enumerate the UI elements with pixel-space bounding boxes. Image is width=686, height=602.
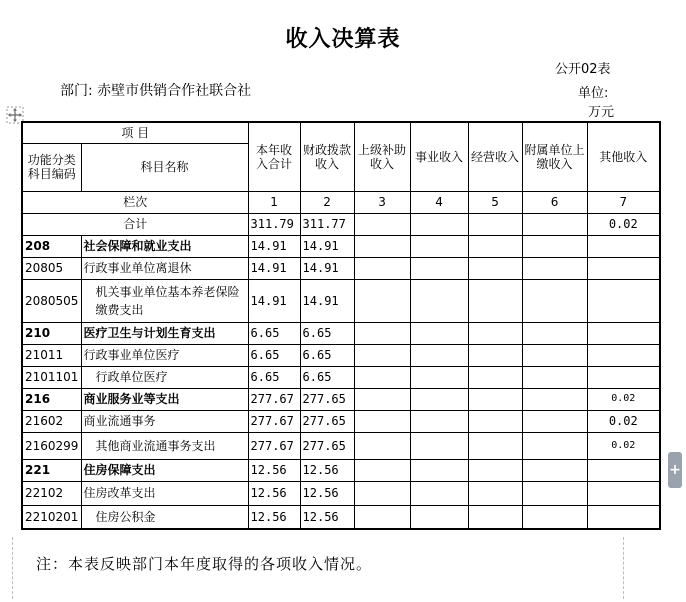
- row-v2: 277.65: [300, 388, 354, 410]
- row-v1: 6.65: [248, 344, 300, 366]
- header-lanci: 栏次: [22, 191, 248, 213]
- header-col-3: 上级补助收入: [354, 122, 410, 191]
- row-v1: 14.91: [248, 235, 300, 257]
- row-code: 22102: [22, 481, 81, 505]
- row-v2: 12.56: [300, 459, 354, 481]
- row-v1: 277.67: [248, 432, 300, 459]
- unit-label: 单位:: [578, 86, 609, 101]
- page-title: 收入决算表: [285, 27, 401, 52]
- row-v2: 6.65: [300, 366, 354, 388]
- row-v2: 12.56: [300, 481, 354, 505]
- table-row: [22, 322, 660, 344]
- table-row: [22, 481, 660, 505]
- row-name: 住房公积金: [81, 505, 248, 529]
- row-v2: 277.65: [300, 432, 354, 459]
- table-row: [22, 366, 660, 388]
- row-name: 行政事业单位离退休: [81, 257, 248, 279]
- row-name: 社会保障和就业支出: [81, 235, 248, 257]
- form-number: 公开02表: [555, 62, 611, 77]
- row-v1: 277.67: [248, 410, 300, 432]
- row-name: 住房保障支出: [81, 459, 248, 481]
- row-name: 行政事业单位医疗: [81, 344, 248, 366]
- department-label: 部门: 赤壁市供销合作社联合社: [60, 83, 252, 99]
- row-v7: 0.02: [587, 388, 660, 410]
- col-num-3: 3: [354, 191, 410, 213]
- row-v1: 12.56: [248, 481, 300, 505]
- header-col-2: 财政拨款收入: [300, 122, 354, 191]
- row-v2: 6.65: [300, 322, 354, 344]
- row-v1: 14.91: [248, 257, 300, 279]
- row-code: 20805: [22, 257, 81, 279]
- col-num-7: 7: [587, 191, 660, 213]
- col-num-6: 6: [522, 191, 587, 213]
- row-code: 21011: [22, 344, 81, 366]
- col-num-4: 4: [410, 191, 468, 213]
- header-col-1: 本年收入合计: [248, 122, 300, 191]
- row-v2: 6.65: [300, 344, 354, 366]
- row-v1: 6.65: [248, 366, 300, 388]
- plus-icon[interactable]: +: [668, 452, 682, 488]
- row-v1: 14.91: [248, 279, 300, 322]
- col-num-1: 1: [248, 191, 300, 213]
- total-label: 合计: [22, 213, 248, 235]
- table-row: [22, 459, 660, 481]
- row-code: 2080505: [22, 279, 81, 322]
- income-final-accounts-table: [21, 121, 661, 530]
- row-code: 2160299: [22, 432, 81, 459]
- row-name: 住房改革支出: [81, 481, 248, 505]
- row-v1: 6.65: [248, 322, 300, 344]
- row-code: 221: [22, 459, 81, 481]
- header-col-6: 附属单位上缴收入: [522, 122, 587, 191]
- table-row: [22, 279, 660, 322]
- unit-value: 万元: [588, 105, 615, 120]
- row-name: 机关事业单位基本养老保险缴费支出: [81, 279, 248, 322]
- header-xiangmu: 项 目: [22, 122, 248, 143]
- table-row: [22, 410, 660, 432]
- table-note: 注：本表反映部门本年度取得的各项收入情况。: [36, 555, 373, 573]
- row-code: 21602: [22, 410, 81, 432]
- row-name: 其他商业流通事务支出: [81, 432, 248, 459]
- row-v2: 14.91: [300, 235, 354, 257]
- row-v1: 12.56: [248, 459, 300, 481]
- row-v7: 0.02: [587, 432, 660, 459]
- total-v2: 311.77: [300, 213, 354, 235]
- header-col-5: 经营收入: [468, 122, 522, 191]
- col-num-5: 5: [468, 191, 522, 213]
- header-col-7: 其他收入: [587, 122, 660, 191]
- table-row: [22, 432, 660, 459]
- row-v2: 12.56: [300, 505, 354, 529]
- total-row: [22, 213, 660, 235]
- row-code: 2210201: [22, 505, 81, 529]
- row-v2: 14.91: [300, 279, 354, 322]
- total-v7: 0.02: [587, 213, 660, 235]
- row-v7: 0.02: [587, 410, 660, 432]
- row-v2: 14.91: [300, 257, 354, 279]
- table-row: [22, 344, 660, 366]
- table-row: [22, 235, 660, 257]
- row-name: 商业服务业等支出: [81, 388, 248, 410]
- total-v1: 311.79: [248, 213, 300, 235]
- row-code: 216: [22, 388, 81, 410]
- row-v1: 12.56: [248, 505, 300, 529]
- row-name: 行政单位医疗: [81, 366, 248, 388]
- col-num-2: 2: [300, 191, 354, 213]
- row-code: 2101101: [22, 366, 81, 388]
- row-v1: 277.67: [248, 388, 300, 410]
- row-code: 208: [22, 235, 81, 257]
- header-code: 功能分类科目编码: [22, 143, 81, 191]
- header-col-4: 事业收入: [410, 122, 468, 191]
- table-row: [22, 388, 660, 410]
- row-name: 商业流通事务: [81, 410, 248, 432]
- table-row: [22, 505, 660, 529]
- row-code: 210: [22, 322, 81, 344]
- row-name: 医疗卫生与计划生育支出: [81, 322, 248, 344]
- row-v2: 277.65: [300, 410, 354, 432]
- table-row: [22, 257, 660, 279]
- header-name: 科目名称: [81, 143, 248, 191]
